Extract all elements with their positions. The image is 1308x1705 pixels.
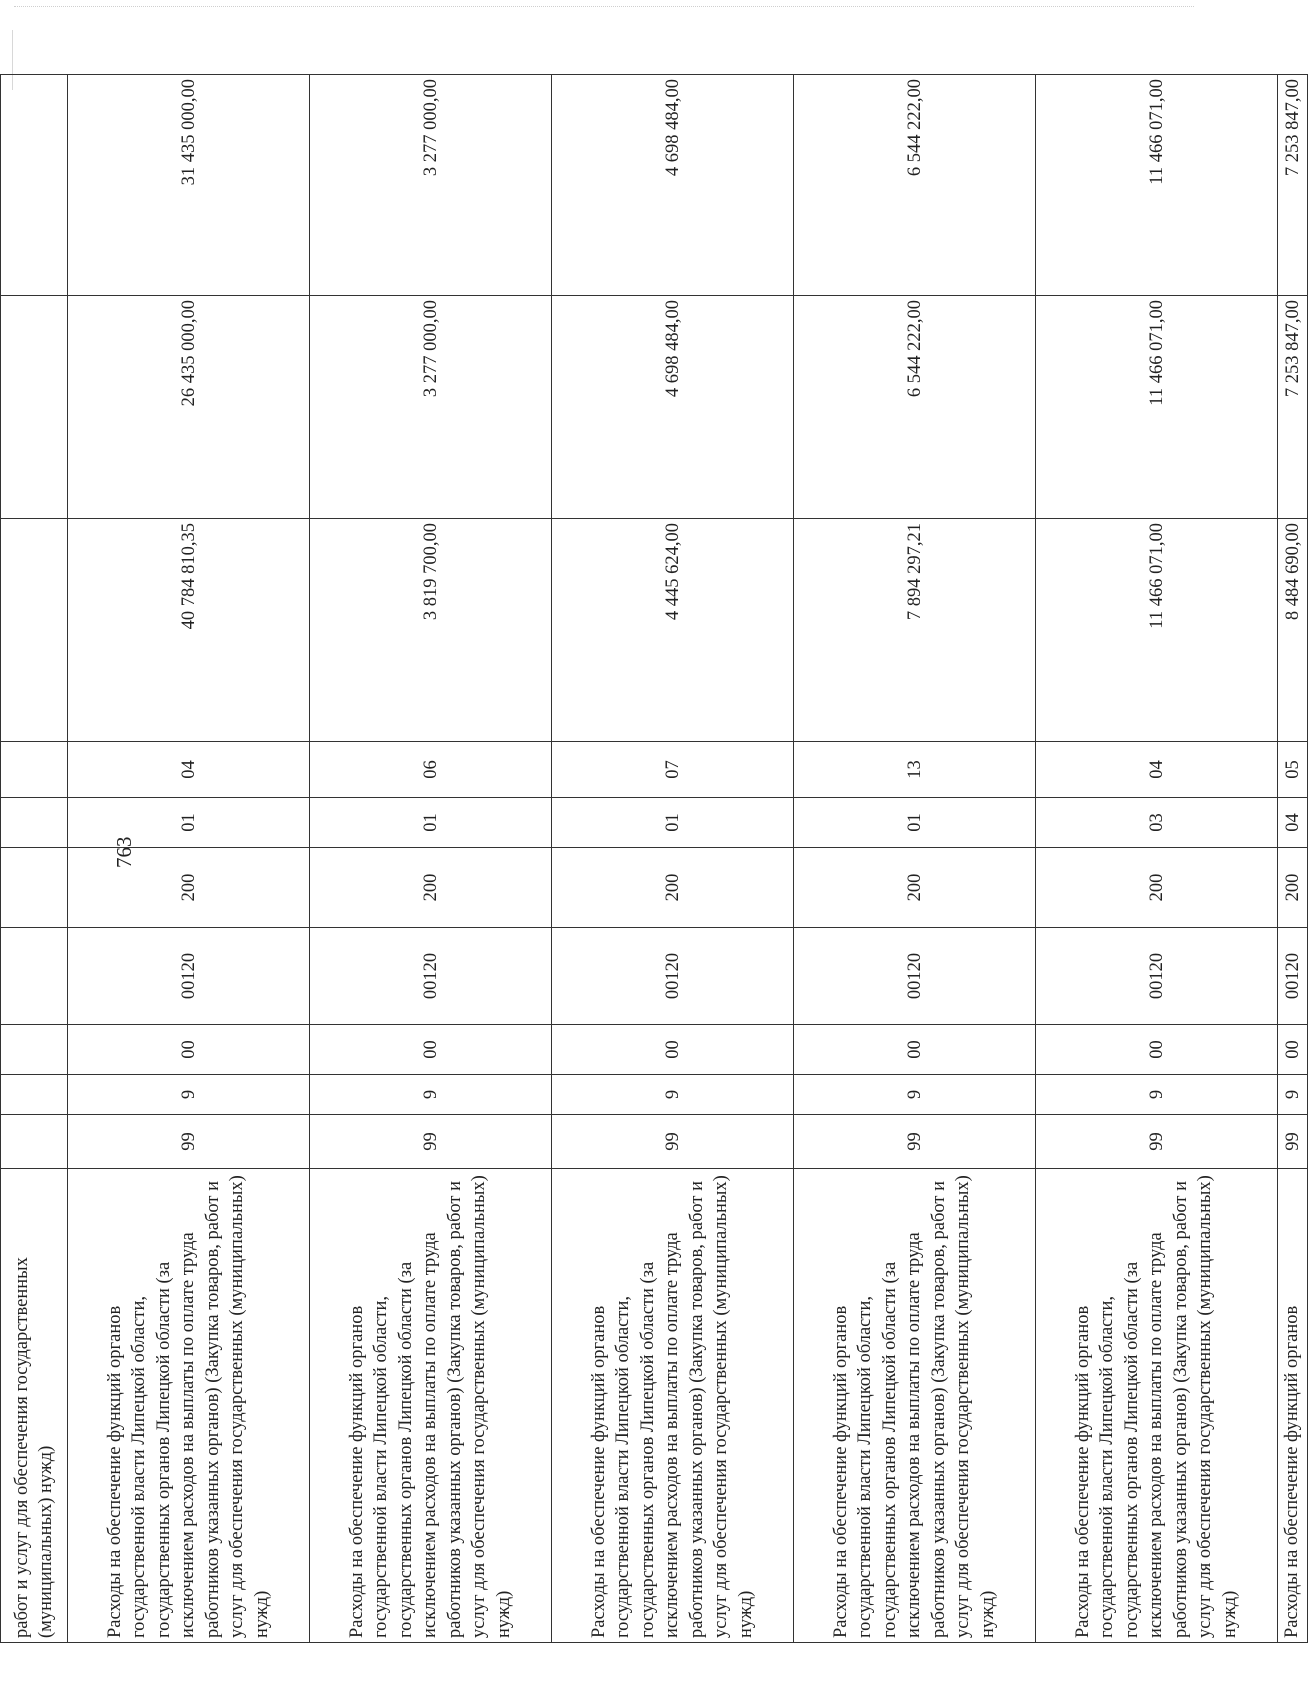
cell-sum-3 [1, 75, 68, 296]
cell-pr [1, 742, 68, 798]
table-row [1, 75, 68, 1643]
cell-code-a: 99 [68, 1115, 310, 1169]
cell-code-c: 00 [1278, 1025, 1308, 1075]
cell-sum-3: 3 277 000,00 [310, 75, 552, 296]
cell-sum-1: 8 484 690,00 [1278, 519, 1308, 742]
cell-code-c: 00 [552, 1025, 794, 1075]
cell-rz: 03 [1036, 798, 1278, 848]
table-row [552, 75, 794, 1643]
cell-pr: 04 [68, 742, 310, 798]
cell-rz: 01 [552, 798, 794, 848]
cell-sum-3: 4 698 484,00 [552, 75, 794, 296]
cell-sum-3: 31 435 000,00 [68, 75, 310, 296]
cell-code-b: 9 [68, 1075, 310, 1115]
cell-rz: 01 [68, 798, 310, 848]
cell-pr: 07 [552, 742, 794, 798]
table-row [794, 75, 1036, 1643]
cell-sum-2: 4 698 484,00 [552, 296, 794, 519]
cell-pr: 13 [794, 742, 1036, 798]
cell-code-d [1, 928, 68, 1025]
cell-sum-2: 26 435 000,00 [68, 296, 310, 519]
cell-pr: 04 [1036, 742, 1278, 798]
cell-code-b: 9 [1036, 1075, 1278, 1115]
cell-code-c: 00 [1036, 1025, 1278, 1075]
cell-code-c: 00 [794, 1025, 1036, 1075]
table-row [1278, 75, 1308, 1643]
cell-code-d: 00120 [1036, 928, 1278, 1025]
cell-code-a [1, 1115, 68, 1169]
cell-code-b: 9 [1278, 1075, 1308, 1115]
cell-sum-3: 6 544 222,00 [794, 75, 1036, 296]
cell-vr [1, 848, 68, 928]
cell-code-b: 9 [310, 1075, 552, 1115]
cell-rz [1, 798, 68, 848]
cell-sum-1: 40 784 810,35 [68, 519, 310, 742]
cell-sum-3: 11 466 071,00 [1036, 75, 1278, 296]
cell-code-d: 00120 [310, 928, 552, 1025]
cell-sum-2: 6 544 222,00 [794, 296, 1036, 519]
rotated-table-container [0, 75, 1303, 1643]
cell-name: Расходы на обеспечение функций органов [1278, 1169, 1308, 1643]
cell-code-c [1, 1025, 68, 1075]
cell-name: Расходы на обеспечение функций органов государственной власти Липецкой области, государственных органов Липецкой области (за исключением расходов на выплаты по оплате труда работников указанных органов) (Закупка товаров, работ и услуг для обеспечения государственных (муниципальных) нужд) [68, 1169, 310, 1643]
cell-vr: 200 [552, 848, 794, 928]
cell-rz: 04 [1278, 798, 1308, 848]
cell-sum-1: 4 445 624,00 [552, 519, 794, 742]
cell-code-d: 00120 [794, 928, 1036, 1025]
cell-code-c: 00 [310, 1025, 552, 1075]
cell-code-a: 99 [794, 1115, 1036, 1169]
cell-pr: 05 [1278, 742, 1308, 798]
cell-code-a: 99 [1036, 1115, 1278, 1169]
cell-name: Расходы на обеспечение функций органов государственной власти Липецкой области, государственных органов Липецкой области (за исключением расходов на выплаты по оплате труда работников указанных органов) (Закупка товаров, работ и услуг для обеспечения государственных (муниципальных) нужд) [1036, 1169, 1278, 1643]
scan-edge [14, 6, 1194, 7]
cell-code-b [1, 1075, 68, 1115]
cell-code-d: 00120 [1278, 928, 1308, 1025]
table-row [1036, 75, 1278, 1643]
cell-vr: 200 [68, 848, 310, 928]
cell-vr: 200 [794, 848, 1036, 928]
table-row [310, 75, 552, 1643]
cell-code-d: 00120 [552, 928, 794, 1025]
cell-sum-1: 11 466 071,00 [1036, 519, 1278, 742]
cell-rz: 01 [310, 798, 552, 848]
cell-rz: 01 [794, 798, 1036, 848]
page-number: 763 [112, 836, 136, 868]
cell-code-a: 99 [552, 1115, 794, 1169]
cell-vr: 200 [1036, 848, 1278, 928]
cell-sum-2 [1, 296, 68, 519]
cell-name: Расходы на обеспечение функций органов государственной власти Липецкой области, государственных органов Липецкой области (за исключением расходов на выплаты по оплате труда работников указанных органов) (Закупка товаров, работ и услуг для обеспечения государственных (муниципальных) нужд) [794, 1169, 1036, 1643]
cell-sum-1 [1, 519, 68, 742]
cell-code-b: 9 [794, 1075, 1036, 1115]
cell-code-c: 00 [68, 1025, 310, 1075]
cell-name: Расходы на обеспечение функций органов государственной власти Липецкой области, государственных органов Липецкой области (за исключением расходов на выплаты по оплате труда работников указанных органов) (Закупка товаров, работ и услуг для обеспечения государственных (муниципальных) нужд) [310, 1169, 552, 1643]
cell-pr: 06 [310, 742, 552, 798]
cell-code-a: 99 [1278, 1115, 1308, 1169]
cell-code-a: 99 [310, 1115, 552, 1169]
cell-sum-1: 7 894 297,21 [794, 519, 1036, 742]
cell-code-b: 9 [552, 1075, 794, 1115]
cell-vr: 200 [1278, 848, 1308, 928]
cell-code-d: 00120 [68, 928, 310, 1025]
budget-table [0, 74, 1308, 1643]
cell-sum-2: 3 277 000,00 [310, 296, 552, 519]
cell-sum-3: 7 253 847,00 [1278, 75, 1308, 296]
cell-sum-2: 7 253 847,00 [1278, 296, 1308, 519]
cell-vr: 200 [310, 848, 552, 928]
cell-name: Расходы на обеспечение функций органов государственной власти Липецкой области, государственных органов Липецкой области (за исключением расходов на выплаты по оплате труда работников указанных органов) (Закупка товаров, работ и услуг для обеспечения государственных (муниципальных) нужд) [552, 1169, 794, 1643]
table-row [68, 75, 310, 1643]
cell-name: работ и услуг для обеспечения государственных (муниципальных) нужд) [1, 1169, 68, 1643]
cell-sum-2: 11 466 071,00 [1036, 296, 1278, 519]
cell-sum-1: 3 819 700,00 [310, 519, 552, 742]
